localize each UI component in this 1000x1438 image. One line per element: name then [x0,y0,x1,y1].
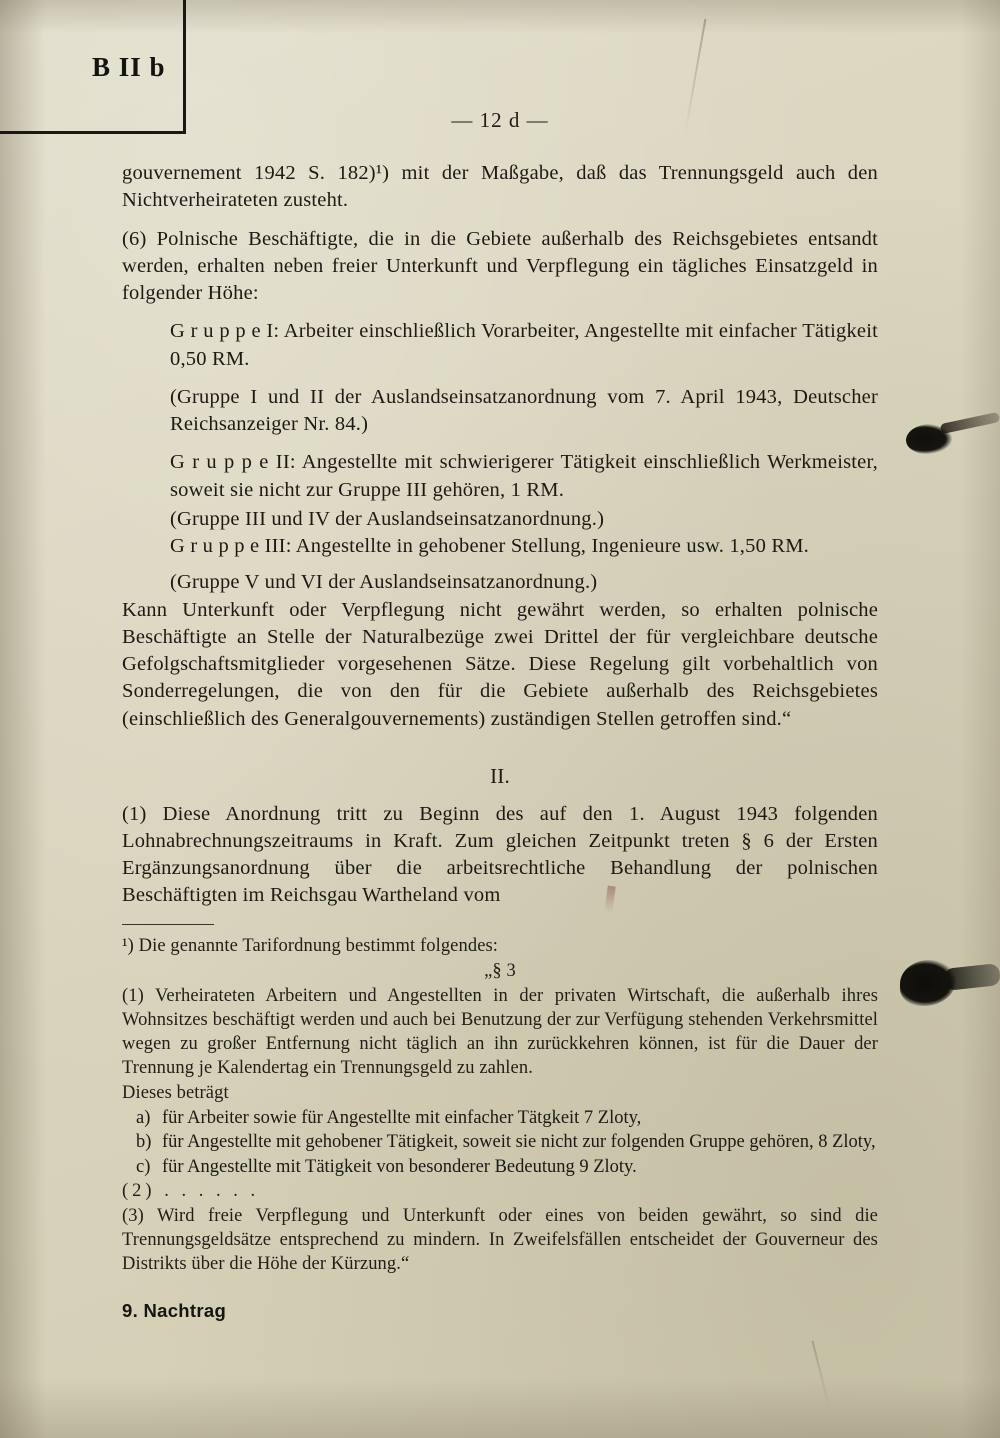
list-item-marker: a) [136,1108,151,1128]
paragraph-continuation: gouvernement 1942 S. 182)¹) mit der Maßgabe, daß das Trennungsgeld auch den Nichtverheirateten zusteht. [122,162,878,212]
gruppe-1-note: (Gruppe I und II der Auslandseinsatzanordnung vom 7. April 1943, Deutscher Reichsanzeiger Nr. 84.) [170,385,878,435]
document-body [122,160,878,1322]
page-number: — 12 d — [451,108,549,132]
ink-smear-lower [943,963,1000,991]
footnote-paragraph-2: (2) . . . . . . [122,1181,260,1202]
page-edge-shadow-left [0,0,46,1438]
footnote-paragraph-3: (3) Wird freie Verpflegung und Unterkunft oder eines von beiden gewährt, so sind die Trennungsgeldsätze entsprechend zu mindern. In Zweifelsfällen entscheidet der Gouverneur des Distrikts über die Höhe der Kürzung.“ [122,1206,878,1275]
paper-scratch-mark-lower [812,1341,831,1409]
gruppe-3-paragraph: G r u p p e III: Angestellte in gehobener Stellung, Ingenieure usw. 1,50 RM. [170,535,809,557]
page-edge-shadow-right [960,0,1000,1438]
list-item-marker: b) [136,1132,152,1153]
list-item-text: für Angestellte mit Tätigkeit von besonderer Bedeutung 9 Zloty. [162,1156,637,1177]
ink-blot-lower [900,960,956,1006]
list-item-marker: c) [136,1156,151,1177]
gruppe-2-paragraph: G r u p p e II: Angestellte mit schwierigerer Tätigkeit einschließlich Werkmeister, soweit sie nicht zur Gruppe III gehören, 1 RM. [170,451,878,501]
gruppe-3-note: (Gruppe V und VI der Auslandseinsatzanordnung.) [170,571,598,594]
footnote-divider [122,924,214,925]
ink-blot-upper [906,424,952,454]
archive-stamp-label: B II b [92,52,166,82]
list-item-text: für Angestellte mit gehobener Tätigkeit, soweit sie nicht zur folgenden Gruppe gehören, 8 Zloty, [162,1132,876,1153]
paragraph-closing: Kann Unterkunft oder Verpflegung nicht gewährt werden, so erhalten polnische Beschäftigte an Stelle der Naturalbezüge zwei Drittel der für vergleichbare deutsche Gefolgschaftsmitglieder vorgesehenen Sätze. Diese Regelung gilt vorbehaltlich von Sonderregelungen, die von den für die Gebiete außerhalb des Reichsgebietes (einschließlich des Generalgouvernements) zuständigen Stellen getroffen sind.“ [122,598,878,730]
gruppe-1-paragraph: G r u p p e I: Arbeiter einschließlich Vorarbeiter, Angestellte mit einfacher Tätigkeit 0,50 RM. [170,320,878,370]
gruppe-2-note: (Gruppe III und IV der Auslandseinsatzanordnung.) [170,507,605,530]
list-item [122,1155,878,1179]
page-edge-shadow-bottom [0,1378,1000,1438]
footnote-list [122,1106,878,1179]
footnote-paragraph-1: (1) Verheirateten Arbeitern und Angestellten in der privaten Wirtschaft, die außerhalb ihres Wohnsitzes beschäftigt werden und auch bei Benutzung der zur Verfügung stehenden Verkehrsmittel wegen zu großer Entfernung nicht täglich an ihn zurückkehren können, ist für die Dauer der Trennung je Kalendertag ein Trennungsgeld zu zahlen. [122,985,878,1078]
nachtrag-label: 9. Nachtrag [122,1300,227,1322]
list-item [122,1106,878,1130]
footnote-heading: „§ 3 [484,960,516,981]
ink-smear-upper [940,412,1000,434]
list-item [122,1130,878,1154]
list-item-text: für Arbeiter sowie für Angestellte mit einfacher Tätgkeit 7 Zloty, [162,1108,642,1128]
footnote-intro: ¹) Die genannte Tarifordnung bestimmt folgendes: [122,935,499,956]
paragraph-6: (6) Polnische Beschäftigte, die in die Gebiete außerhalb des Reichsgebietes entsandt werden, erhalten neben freier Unterkunft und Verpflegung ein tägliches Einsatzgeld in folgender Höhe: [122,227,878,304]
section-heading-roman: II. [490,763,510,788]
footnote-betraegt: Dieses beträgt [122,1082,229,1103]
paragraph-ii-1: (1) Diese Anordnung tritt zu Beginn des auf den 1. August 1943 folgenden Lohnabrechnungszeitraums in Kraft. Zum gleichen Zeitpunkt treten § 6 der Ersten Ergänzungsanordnung über die arbeitsrechtliche Behandlung der polnischen Beschäftigten im Reichsgau Wartheland vom [122,802,878,907]
